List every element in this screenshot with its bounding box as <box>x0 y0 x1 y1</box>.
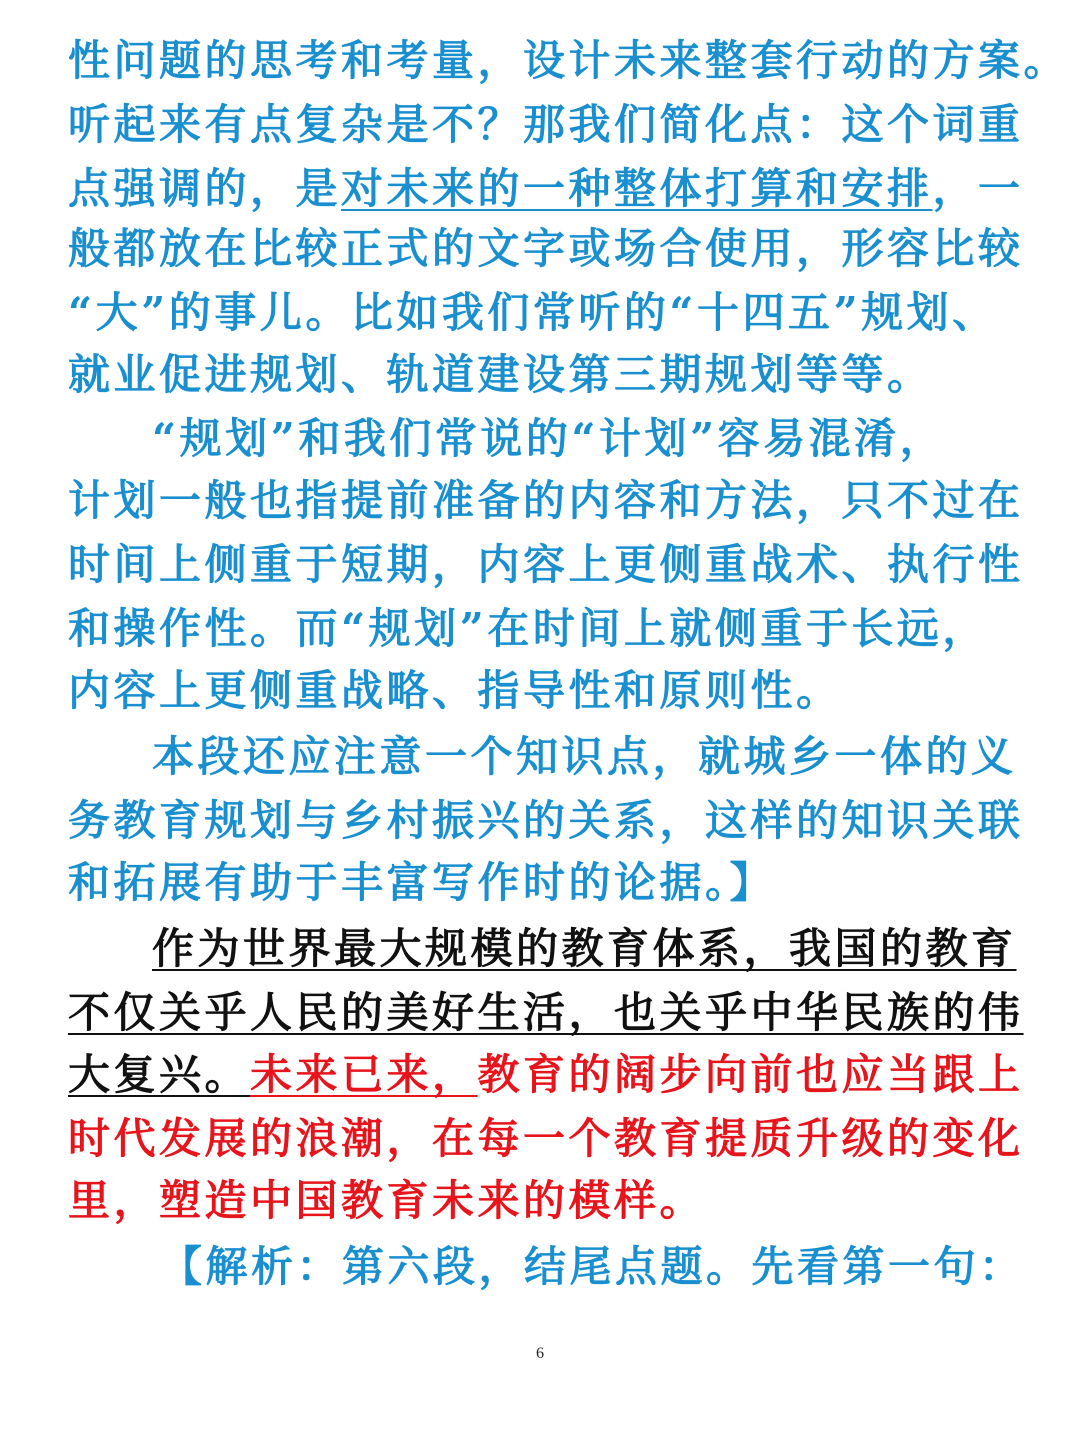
text-line-9 <box>68 534 1024 596</box>
highlighted-sentence: 里，塑造中国教育未来的模样。 <box>68 1176 706 1225</box>
highlighted-sentence: 时代发展的浪潮，在每一个教育提质升级的变化 <box>68 1114 1024 1163</box>
text-span: 内容上更侧重战略、指导性和原则性。 <box>68 666 842 715</box>
text-line-10 <box>68 598 988 660</box>
text-line-17 <box>68 1044 1024 1106</box>
underlined-sentence: 作为世界最大规模的教育体系，我国的教育 <box>152 924 1017 973</box>
text-span: 【解析：第六段，结尾点题。先看第一句： <box>160 1242 1025 1291</box>
text-span: 般都放在比较正式的文字或场合使用，形容比较 <box>68 224 1024 273</box>
text-line-20 <box>160 1236 1025 1298</box>
text-span: 和操作性。而“规划”在时间上就侧重于长远， <box>68 604 988 653</box>
text-span: 性问题的思考和考量，设计未来整套行动的方案。 <box>68 36 1070 85</box>
text-span: ，一 <box>932 164 1024 213</box>
text-line-2 <box>68 94 1024 156</box>
text-line-8 <box>68 470 1024 532</box>
text-line-13 <box>68 790 1024 852</box>
text-line-16 <box>68 982 1024 1044</box>
underlined-phrase: 对未来的一种整体打算和安排 <box>341 164 933 213</box>
text-span: 就业促进规划、轨道建设第三期规划等等。 <box>68 350 933 399</box>
text-line-12 <box>152 726 1017 788</box>
text-span: 点强调的，是 <box>68 164 342 213</box>
text-line-1 <box>68 30 1069 92</box>
text-span: 计划一般也指提前准备的内容和方法，只不过在 <box>68 476 1024 525</box>
text-span: “大”的事儿。比如我们常听的“十四五”规划、 <box>68 288 998 337</box>
text-line-15 <box>152 918 1017 980</box>
text-line-5 <box>68 282 998 344</box>
highlighted-sentence: 教育的阔步向前也应当跟上 <box>477 1050 1024 1099</box>
text-line-18 <box>68 1108 1024 1170</box>
text-line-4 <box>68 218 1024 280</box>
text-span: 听起来有点复杂是不？那我们简化点：这个词重 <box>68 100 1024 149</box>
text-span: 和拓展有助于丰富写作时的论据。】 <box>68 858 776 907</box>
text-line-3 <box>68 158 1024 220</box>
text-line-11 <box>68 660 842 722</box>
text-span: 时间上侧重于短期，内容上更侧重战术、执行性 <box>68 540 1024 589</box>
text-span: “规划”和我们常说的“计划”容易混淆， <box>152 414 946 463</box>
text-line-7 <box>152 408 945 470</box>
highlighted-phrase: 未来已来， <box>250 1050 478 1099</box>
text-line-6 <box>68 344 933 406</box>
underlined-sentence: 大复兴。 <box>68 1050 251 1099</box>
page-number: 6 <box>536 1345 544 1362</box>
underlined-sentence: 不仅关乎人民的美好生活，也关乎中华民族的伟 <box>68 988 1024 1037</box>
text-span: 务教育规划与乡村振兴的关系，这样的知识关联 <box>68 796 1024 845</box>
text-span: 本段还应注意一个知识点，就城乡一体的义 <box>152 732 1017 781</box>
text-line-19 <box>68 1170 705 1232</box>
text-line-14 <box>68 852 775 914</box>
